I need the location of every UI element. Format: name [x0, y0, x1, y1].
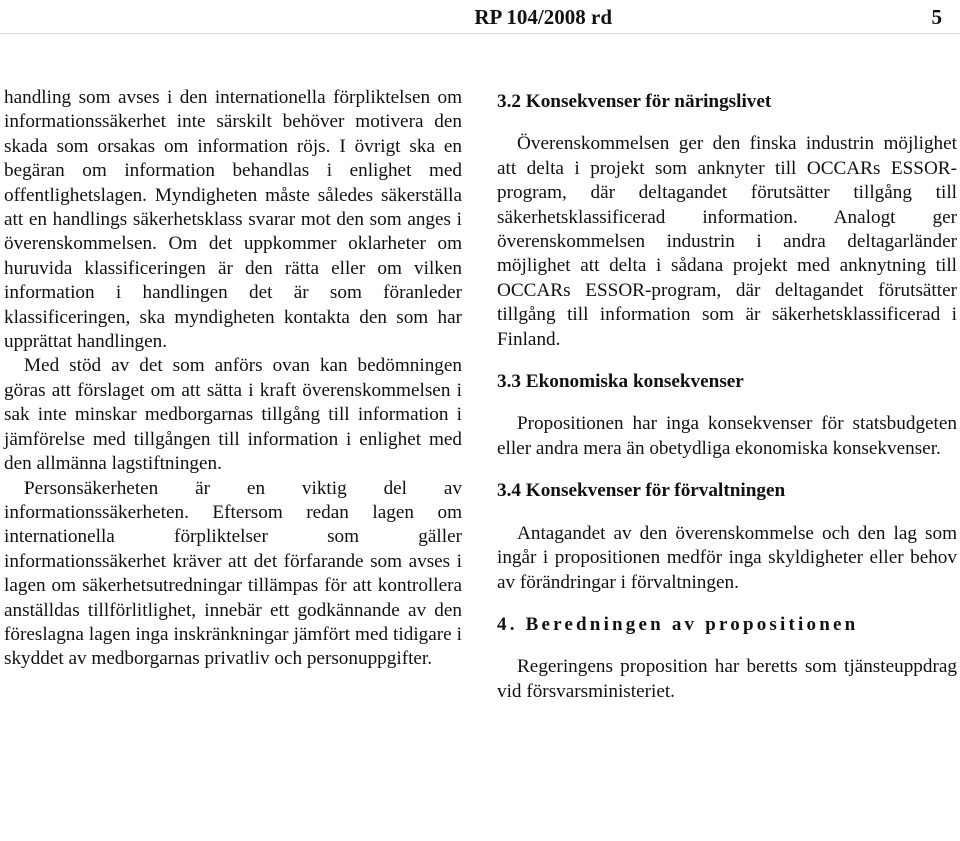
- section-title-3-3: 3.3 Ekonomiska konsekvenser: [497, 371, 744, 393]
- left-paragraph-1: handling som avses i den internationella förpliktelsen om informationssäkerhet inte särskilt behöver motivera den skada som orsakas om information röjs. I övrigt ska en begäran om information behandlas i enlighet med offentlighetslagen. Myndigheten måste således säkerställa att en handlings säkerhetsklass svarar mot den som anges i överenskommelsen. Om det uppkommer oklarheter om huruvida klassificeringen är den rätta eller om vilken information i handlingen det är som föranleder klassificeringen, ska myndigheten kontakta den som har upprättat handlingen.: [4, 87, 462, 353]
- section-title-3-4: 3.4 Konsekvenser för förvaltningen: [497, 480, 786, 502]
- section-body-4: Regeringens proposition har beretts som tjänsteuppdrag vid försvarsministeriet.: [497, 656, 957, 702]
- section-title-4: 4. Beredningen av propositionen: [497, 613, 859, 635]
- page-header: [342, 4, 942, 30]
- section-title-3-2: 3.2 Konsekvenser för näringslivet: [497, 91, 772, 112]
- header-divider: [0, 33, 960, 34]
- section-body-3-4: Antagandet av den överenskommelse och den lag som ingår i propositionen medför inga skyldigheter eller behov av förändringar i förvaltningen.: [497, 522, 957, 593]
- left-paragraph-3: Personsäkerheten är en viktig del av informationssäkerheten. Eftersom redan lagen om internationella förpliktelser som gäller informationssäkerhet kräver att det förfarande som avses i lagen om säkerhetsutredningar tillämpas för att kontrollera anställdas tillförlitlighet, innebär ett godkännande av den föreslagna lagen inga inskränkningar jämfört med tidigare i skyddet av medborgarnas privatliv och personuppgifter.: [4, 477, 462, 670]
- section-body-3-2: Överenskommelsen ger den finska industrin möjlighet att delta i projekt som anknyter till OCCARs ESSOR-program, där deltagandet förutsätter tillgång till säkerhetsklassificerad information. Analogt ger överenskommelsen industrin i andra deltagarländer möjlighet att delta i sådana projekt med anknytning till OCCARs ESSOR-program, där deltagandet förutsätter tillgång till information som är säkerhetsklassificerad i Finland.: [497, 133, 957, 350]
- left-column: [4, 86, 462, 672]
- page-number: 5: [931, 5, 942, 29]
- document-id: RP 104/2008 rd: [474, 5, 612, 29]
- section-body-3-3: Propositionen har inga konsekvenser för statsbudgeten eller andra mera än obetydliga ekonomiska konsekvenser.: [497, 413, 957, 459]
- right-column: [497, 90, 957, 722]
- left-paragraph-2: Med stöd av det som anförs ovan kan bedömningen göras att förslaget om att sätta i kraft överenskommelsen i sak inte minskar medborgarnas tillgång till information i jämförelse med tillgången till information i enlighet med den allmänna lagstiftningen.: [4, 355, 462, 475]
